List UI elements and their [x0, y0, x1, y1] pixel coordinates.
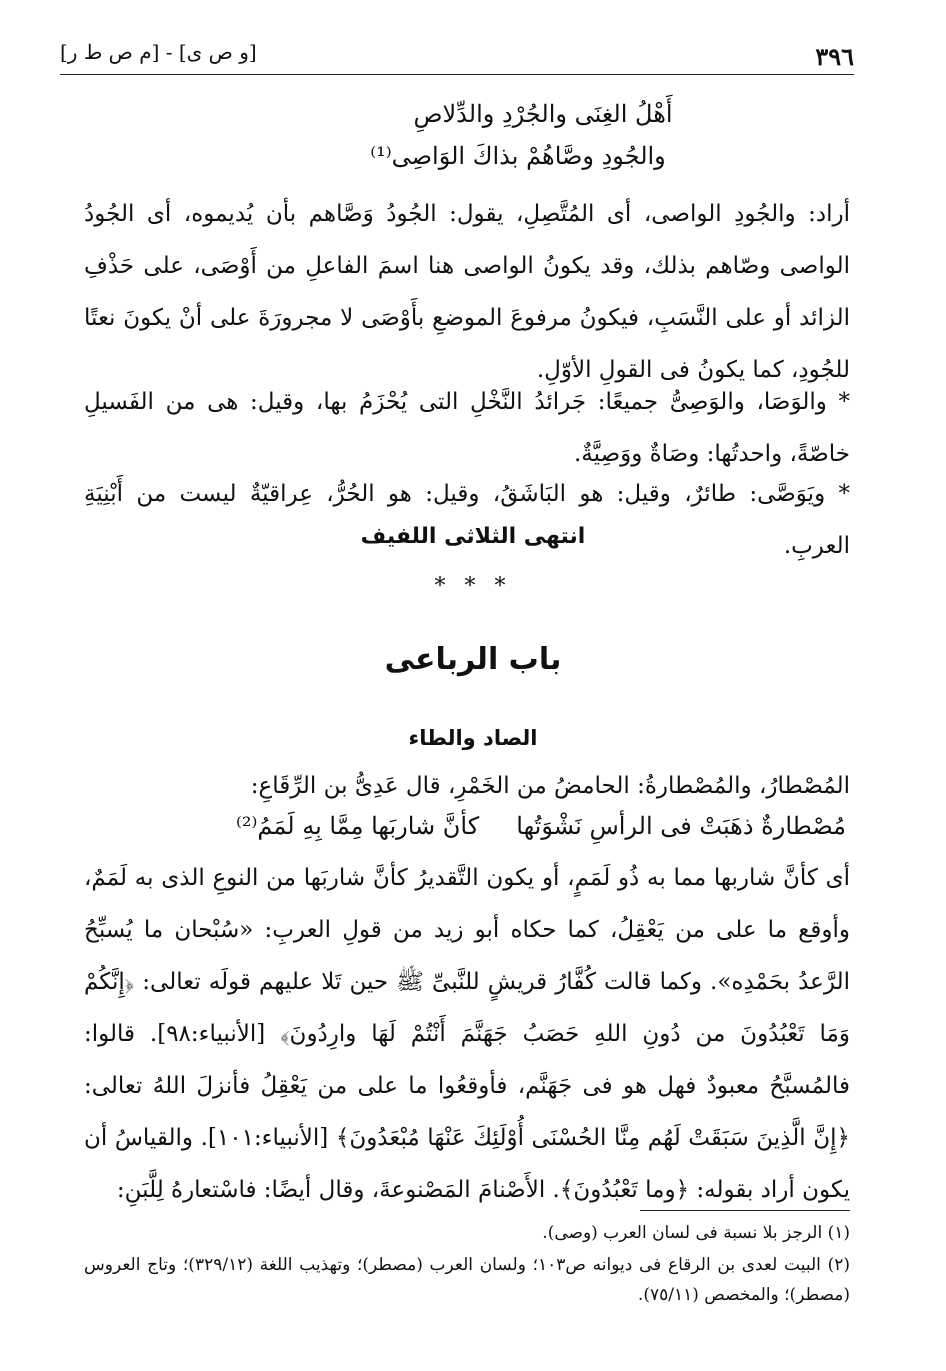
header-rule — [60, 74, 854, 75]
paragraph-2: * والوَصَا، والوَصِىُّ جميعًا: جَرائدُ النَّخْلِ التى يُحْزَمُ بها، وقيل: هى من الفَسيلِ خاصّةً، واحدتُها: وصَاةٌ ووَصِيَّةٌ. — [84, 389, 850, 467]
paragraph-1: أراد: والجُودِ الواصى، أى المُتَّصِلِ، يقول: الجُودُ وَصَّاهم بأن يُديموه، أى الجُودُ الواصى وصّاهم بذلك، وقد يكونُ الواصى هنا اسمَ الفاعلِ من أَوْصَى، على حَذْفِ الزائد أو على النَّسَبِ، فيكونُ مرفوعَ الموضعِ بأَوْصَى لا مجرورَةَ على أنْ يكونَ نعتًا للجُودِ، كما يكونُ فى القولِ الأوّلِ. — [84, 201, 850, 383]
verse-1-line-1: أَهْلُ الغِنَى والجُرْدِ والدِّلاصِ — [413, 100, 673, 128]
footnote-rule — [640, 1210, 850, 1211]
verse-1-line-2: والجُودِ وصَّاهُمْ بذاكَ الوَاصِى⁽¹⁾ — [370, 142, 666, 170]
paragraph-3: * ويَوَصَّى: طائرٌ، وقيل: هو البَاشَقُ، وقيل: هو الحُرُّ، عِراقيّةٌ ليست من أَبْنِيَةِ العربِ. — [84, 481, 850, 559]
verse-2 — [0, 812, 946, 846]
chapter-title: باب الرباعى — [384, 642, 562, 677]
verse-2-second-hemistich: كأنَّ شاربَها مِمَّا بِهِ لَمَمُ⁽²⁾ — [236, 812, 480, 840]
running-head: [و ص ى] - [م ص ط ر] — [60, 40, 257, 64]
page-header — [60, 36, 854, 76]
section-end-heading: انتهى الثلاثى اللفيف — [360, 524, 586, 549]
verse-2-first-hemistich: مُصْطارةٌ ذهَبَتْ فى الرأسِ نَشْوَتُها — [516, 812, 846, 840]
footnote-1: (١) الرجز بلا نسبة فى لسان العرب (وصى). — [542, 1223, 850, 1243]
page-number: ٣٩٦ — [815, 42, 854, 71]
paragraph-4: المُصْطارُ، والمُصْطارةُ: الحامضُ من الخَمْرِ، قال عَدِىُّ بن الرِّقَاعِ: — [250, 773, 850, 799]
paragraph-5: أى كأنَّ شاربها مما به ذُو لَمَمٍ، أو يكون التَّقديرُ كأنَّ شاربَها من النوعِ الذى به لَمَمٌ، وأوقع ما على من يَعْقِلُ، كما حكاه أبو زيد من قولِ العربِ: «سُبْحان ما يُسبِّحُ الرَّعدُ بحَمْدِه». وكما قالت كُفَّارُ قريشٍ للنَّبىِّ ﷺ حين تَلا عليهم قولَه تعالى: ﴿إِنَّكُمْ وَمَا تَعْبُدُونَ من دُونِ اللهِ حَصَبُ جَهَنَّمَ أَنْتُمْ لَهَا وارِدُونَ﴾ [الأنبياء:٩٨]. قالوا: فالمُسبَّحُ معبودٌ فهل هو فى جَهَنَّم، فأوقعُوا ما على من يَعْقِلُ فأنزلَ اللهُ تعالى: ﴿إِنَّ الَّذِينَ سَبَقَتْ لَهُم مِنَّا الحُسْنَى أُوْلَئِكَ عَنْهَا مُبْعَدُونَ﴾ [الأنبياء:١٠١]. والقياسُ أن يكون أراد بقوله: ﴿وما تَعْبُدُونَ﴾. الأَصْنامَ المَصْنوعةَ، وقال أيضًا: فاسْتعارهُ لِلَّبَنِ: — [84, 865, 850, 1203]
section-divider-stars: * * * — [434, 574, 512, 599]
footnote-2: (٢) البيت لعدى بن الرقاع فى ديوانه ص١٠٣؛ ولسان العرب (مصطر)؛ وتهذيب اللغة (٣٢٩/١٢)؛ وتاج العروس (مصطر)؛ والمخصص (٧٥/١١). — [84, 1255, 850, 1305]
subheading: الصاد والطاء — [408, 726, 538, 750]
